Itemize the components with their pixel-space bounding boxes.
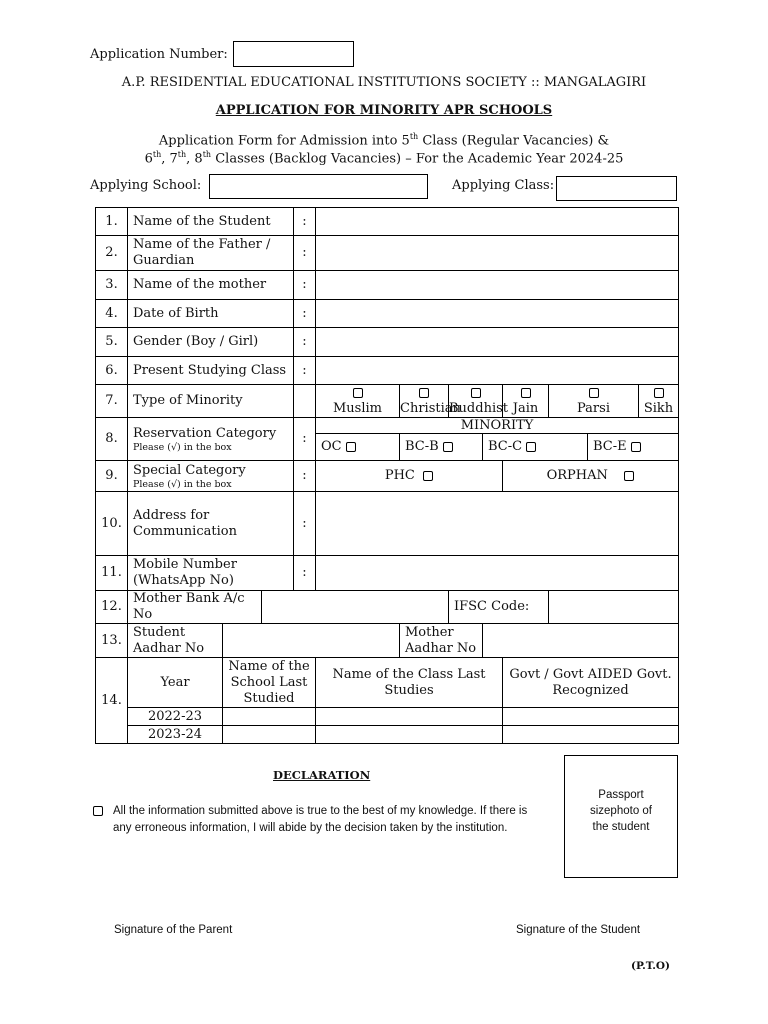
colon: :	[294, 300, 316, 328]
reservation-option[interactable]	[400, 434, 483, 461]
superscript: th	[177, 150, 187, 159]
superscript: th	[409, 132, 419, 141]
option-label: Jain	[512, 401, 539, 416]
row-number: 14.	[96, 658, 128, 744]
field-label: Present Studying Class	[128, 357, 294, 385]
option-label: BC-E	[593, 439, 627, 454]
subtitle-text: Class (Regular Vacancies) &	[418, 133, 610, 149]
table-row	[96, 591, 679, 624]
option-label: PHC	[384, 468, 415, 483]
colon: :	[294, 357, 316, 385]
ifsc-input[interactable]	[549, 591, 679, 624]
checkbox[interactable]	[346, 442, 356, 452]
option-label: Buddhist	[449, 401, 508, 416]
mother-aadhar-label: Mother Aadhar No	[400, 624, 483, 658]
option-label: Muslim	[333, 401, 382, 416]
gender-input[interactable]	[316, 328, 679, 357]
field-label: Address for Communication	[128, 492, 294, 556]
row-number: 6.	[96, 357, 128, 385]
checkbox[interactable]	[423, 471, 433, 481]
school-input[interactable]	[223, 726, 316, 744]
table-row	[96, 236, 679, 271]
declaration-checkbox[interactable]	[93, 806, 103, 816]
student-name-input[interactable]	[316, 208, 679, 236]
present-class-input[interactable]	[316, 357, 679, 385]
field-label: Type of Minority	[128, 385, 294, 418]
class-input[interactable]	[316, 726, 503, 744]
reservation-option[interactable]	[588, 434, 679, 461]
row-number: 9.	[96, 461, 128, 492]
student-aadhar-input[interactable]	[223, 624, 400, 658]
subtitle-text: , 8	[186, 151, 203, 167]
row-number: 11.	[96, 556, 128, 591]
colon: :	[294, 556, 316, 591]
address-input[interactable]	[316, 492, 679, 556]
option-label: Christian	[400, 401, 461, 416]
field-label	[128, 418, 294, 461]
colon: :	[294, 418, 316, 461]
checkbox[interactable]	[631, 442, 641, 452]
govt-input[interactable]	[503, 726, 679, 744]
table-row	[96, 300, 679, 328]
student-signature-label: Signature of the Student	[516, 924, 641, 936]
photo-instruction: Passport sizephoto of the student	[589, 788, 652, 833]
column-header-class: Name of the Class Last Studies	[316, 658, 503, 708]
application-number-label: Application Number:	[90, 47, 228, 62]
column-header-school: Name of the School Last Studied	[223, 658, 316, 708]
year-cell: 2023-24	[128, 726, 223, 744]
row-number: 4.	[96, 300, 128, 328]
parent-signature-label: Signature of the Parent	[114, 924, 233, 936]
mother-name-input[interactable]	[316, 271, 679, 300]
field-label-text: Reservation Category	[133, 425, 277, 441]
minority-option[interactable]	[316, 385, 400, 418]
table-row	[96, 385, 679, 418]
application-number-input[interactable]	[233, 41, 354, 67]
table-row	[96, 461, 679, 492]
minority-option[interactable]	[449, 385, 508, 418]
class-input[interactable]	[316, 708, 503, 726]
special-category-option[interactable]	[316, 461, 503, 492]
declaration-text: All the information submitted above is true to the best of my knowledge. If there is any erroneous information, I will abide by the decision taken by the institution.	[113, 805, 528, 834]
subtitle-line-1	[0, 132, 768, 148]
checkbox[interactable]	[521, 388, 531, 398]
minority-option[interactable]	[503, 385, 549, 418]
table-row	[96, 726, 679, 744]
table-row	[96, 328, 679, 357]
checkbox[interactable]	[419, 388, 429, 398]
checkbox[interactable]	[526, 442, 536, 452]
application-form-table	[95, 207, 679, 744]
checkbox[interactable]	[654, 388, 664, 398]
checkbox[interactable]	[443, 442, 453, 452]
applying-class-label: Applying Class:	[452, 178, 555, 193]
page-title: APPLICATION FOR MINORITY APR SCHOOLS	[215, 103, 553, 118]
table-row	[96, 556, 679, 591]
row-number: 1.	[96, 208, 128, 236]
table-row	[96, 492, 679, 556]
date-of-birth-input[interactable]	[316, 300, 679, 328]
checkbox[interactable]	[589, 388, 599, 398]
subtitle-line-2	[0, 150, 768, 166]
table-row	[96, 208, 679, 236]
option-label: Parsi	[577, 401, 610, 416]
empty-cell	[294, 385, 316, 418]
mother-aadhar-input[interactable]	[483, 624, 679, 658]
checkbox[interactable]	[471, 388, 481, 398]
table-row	[96, 624, 679, 658]
row-number: 5.	[96, 328, 128, 357]
applying-school-input[interactable]	[209, 174, 428, 199]
minority-option[interactable]	[400, 385, 461, 418]
option-label: BC-B	[405, 439, 439, 454]
minority-option[interactable]	[639, 385, 679, 418]
applying-class-input[interactable]	[556, 176, 677, 201]
field-hint: Please (√) in the box	[133, 478, 232, 490]
subtitle-text: , 7	[161, 151, 178, 167]
special-category-option[interactable]	[503, 461, 679, 492]
table-row	[96, 418, 679, 434]
field-label: Mobile Number (WhatsApp No)	[128, 556, 294, 591]
row-number: 13.	[96, 624, 128, 658]
table-row	[96, 357, 679, 385]
year-cell: 2022-23	[128, 708, 223, 726]
row-number: 7.	[96, 385, 128, 418]
table-row	[96, 658, 679, 708]
colon: :	[294, 492, 316, 556]
superscript: th	[152, 150, 162, 159]
society-name: A.P. RESIDENTIAL EDUCATIONAL INSTITUTIONS SOCIETY :: MANGALAGIRI	[121, 75, 647, 90]
row-number: 10.	[96, 492, 128, 556]
reservation-option[interactable]	[483, 434, 588, 461]
govt-input[interactable]	[503, 708, 679, 726]
minority-heading: MINORITY	[316, 418, 679, 434]
row-number: 8.	[96, 418, 128, 461]
colon: :	[294, 461, 316, 492]
passport-photo-box[interactable]	[564, 755, 678, 878]
colon: :	[294, 208, 316, 236]
option-label: OC	[321, 439, 342, 454]
subtitle-text: 6	[144, 151, 153, 167]
mobile-number-input[interactable]	[316, 556, 679, 591]
subtitle-text: Application Form for Admission into 5	[158, 133, 410, 149]
superscript: th	[202, 150, 212, 159]
option-label: Sikh	[643, 401, 674, 416]
field-label: Date of Birth	[128, 300, 294, 328]
checkbox[interactable]	[624, 471, 634, 481]
option-label: ORPHAN	[546, 468, 608, 483]
table-row	[96, 271, 679, 300]
field-hint: Please (√) in the box	[133, 441, 232, 453]
colon: :	[294, 328, 316, 357]
field-label-text: Special Category	[133, 462, 246, 478]
row-number: 12.	[96, 591, 128, 624]
declaration-title: DECLARATION	[273, 768, 371, 782]
colon: :	[294, 236, 316, 271]
ifsc-label: IFSC Code:	[449, 591, 549, 624]
father-name-input[interactable]	[316, 236, 679, 271]
column-header-year: Year	[128, 658, 223, 708]
field-label	[128, 461, 294, 492]
colon: :	[294, 271, 316, 300]
row-number: 3.	[96, 271, 128, 300]
minority-option[interactable]	[549, 385, 639, 418]
field-label: Name of the Student	[128, 208, 294, 236]
checkbox[interactable]	[353, 388, 363, 398]
applying-school-label: Applying School:	[90, 178, 202, 193]
bank-account-input[interactable]	[262, 591, 449, 624]
field-label: Name of the mother	[128, 271, 294, 300]
field-label: Name of the Father / Guardian	[128, 236, 294, 271]
row-number: 2.	[96, 236, 128, 271]
table-row	[96, 708, 679, 726]
reservation-option[interactable]	[316, 434, 400, 461]
option-label: BC-C	[488, 439, 523, 454]
pto-label: (P.T.O)	[631, 960, 671, 972]
school-input[interactable]	[223, 708, 316, 726]
column-header-govt: Govt / Govt AIDED Govt. Recognized	[503, 658, 679, 708]
field-label: Gender (Boy / Girl)	[128, 328, 294, 357]
field-label: Student Aadhar No	[128, 624, 223, 658]
field-label: Mother Bank A/c No	[128, 591, 262, 624]
subtitle-text: Classes (Backlog Vacancies) – For the Academic Year 2024-25	[211, 151, 624, 167]
